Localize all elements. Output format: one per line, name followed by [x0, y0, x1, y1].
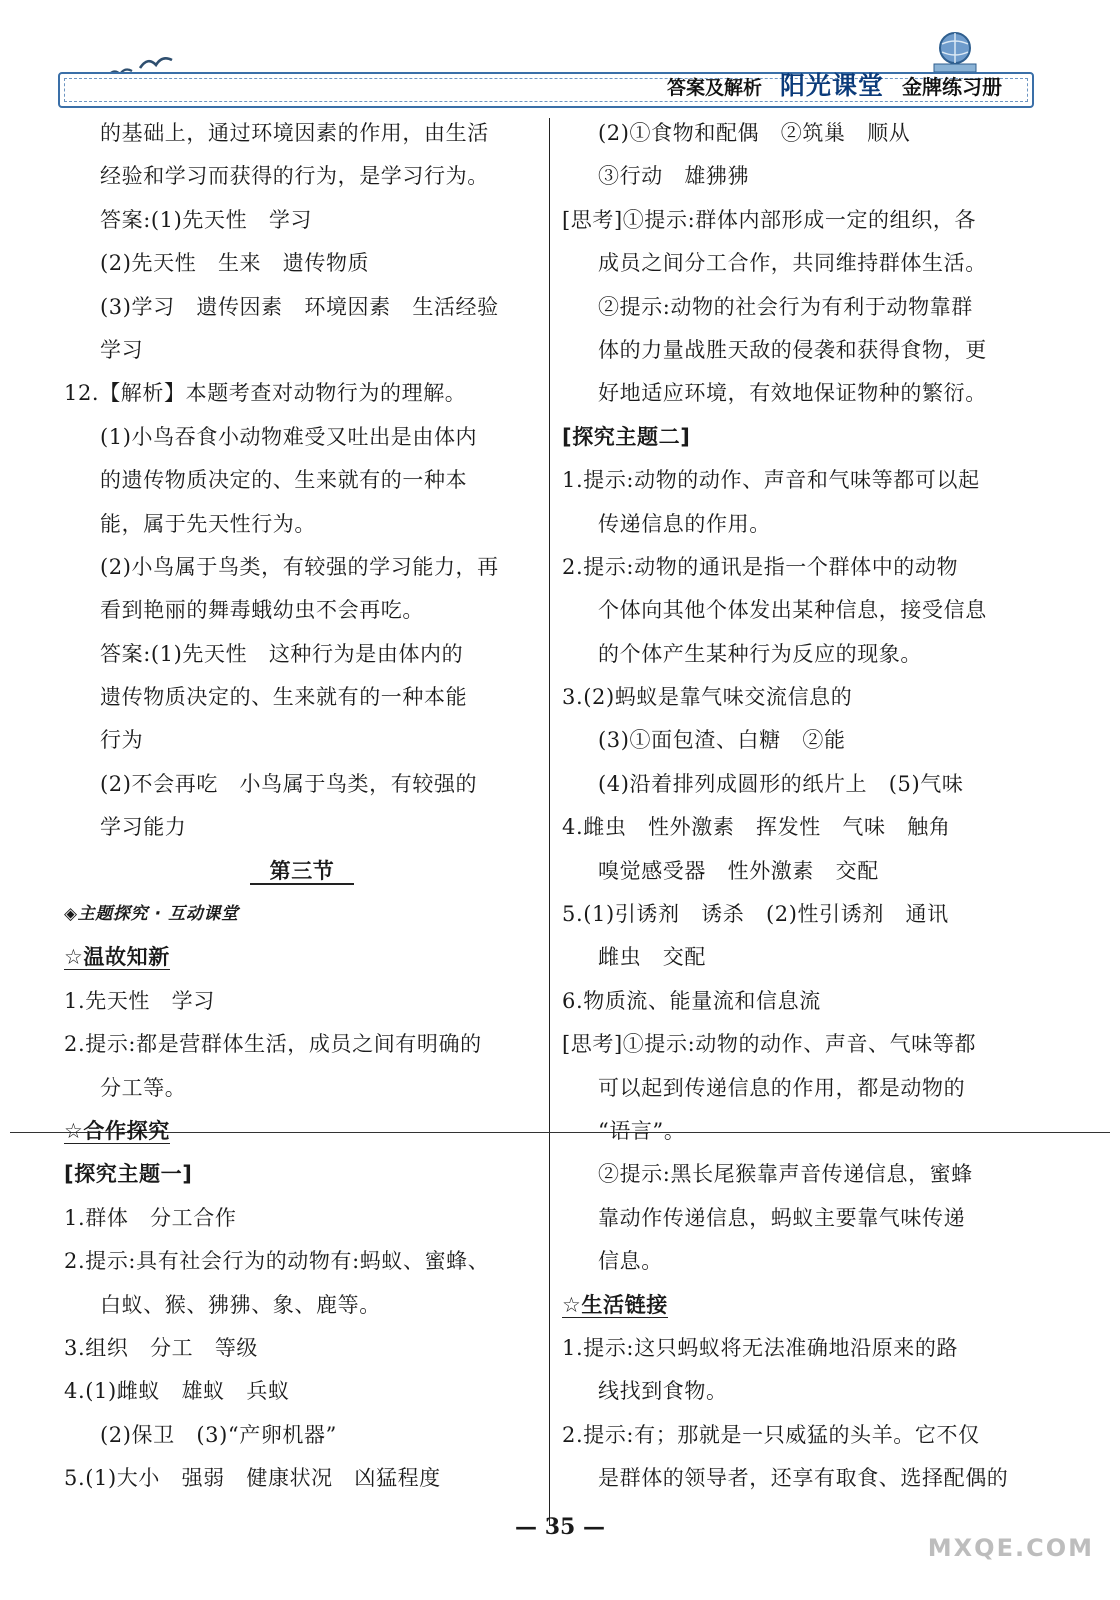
subsection-heading [64, 1110, 540, 1153]
subsection-heading [562, 1284, 1042, 1327]
text-line: 成员之间分工合作，共同维持群体生活。 [598, 251, 987, 276]
text-line: 是群体的领导者，还享有取食、选择配偶的 [598, 1466, 1009, 1491]
topic-heading: [探究主题一] [64, 1162, 193, 1187]
text-line: 个体向其他个体发出某种信息，接受信息 [598, 598, 987, 623]
text-line: 3.组织 分工 等级 [64, 1335, 259, 1360]
text-line: 答案:(1)先天性 这种行为是由体内的 [100, 641, 464, 666]
text-line: 2.提示:有；那就是一只威猛的头羊。它不仅 [562, 1422, 980, 1447]
text-line: 3.(2)蚂蚁是靠气味交流信息的 [562, 685, 853, 710]
subsection-heading-text: ☆合作探究 [64, 1118, 170, 1143]
text-line: ②提示:黑长尾猴靠声音传递信息，蜜蜂 [598, 1162, 973, 1187]
subsection-heading-text: ☆生活链接 [562, 1292, 668, 1317]
text-line: 分工等。 [100, 1075, 187, 1100]
text-line: 的个体产生某种行为反应的现象。 [598, 641, 922, 666]
text-line: [思考]①提示:群体内部形成一定的组织，各 [562, 207, 977, 232]
text-line: 1.提示:动物的动作、声音和气味等都可以起 [562, 468, 980, 493]
text-line: (4)沿着排列成圆形的纸片上 (5)气味 [598, 771, 964, 796]
text-line: 线找到食物。 [598, 1379, 728, 1404]
text-line: 5.(1)引诱剂 诱杀 (2)性引诱剂 通讯 [562, 902, 949, 927]
text-line: 行为 [100, 728, 144, 753]
text-line: 学习能力 [100, 815, 187, 840]
left-column [64, 112, 540, 1501]
text-line: ②提示:动物的社会行为有利于动物靠群 [598, 294, 973, 319]
text-line: 的基础上，通过环境因素的作用，由生活 [100, 121, 489, 145]
text-line: 雌虫 交配 [598, 945, 706, 970]
text-line: 2.提示:具有社会行为的动物有:蚂蚁、蜜蜂、 [64, 1249, 490, 1274]
text-line: (2)①食物和配偶 ②筑巢 顺从 [598, 121, 911, 145]
text-line: 学习 [100, 337, 144, 362]
subsection-heading-text: ☆温故知新 [64, 945, 170, 970]
text-line: 可以起到传递信息的作用，都是动物的 [598, 1075, 966, 1100]
text-line: 的遗传物质决定的、生来就有的一种本 [100, 468, 468, 493]
header-brand: 阳光课堂 [779, 71, 884, 100]
column-divider [549, 118, 550, 1526]
section-title [64, 850, 540, 893]
text-line: 嗅觉感受器 性外激素 交配 [598, 858, 879, 883]
header-title-group [667, 66, 1002, 102]
header-answers-label: 答案及解析 [666, 77, 762, 99]
topic-heading: [探究主题二] [562, 424, 691, 449]
text-line: (1)小鸟吞食小动物难受又吐出是由体内 [100, 424, 478, 449]
header-book-title: 金牌练习册 [902, 75, 1002, 99]
text-line: (2)保卫 (3)“产卵机器” [100, 1422, 337, 1447]
theme-band: ◈主题探究 · 互动课堂 [64, 904, 239, 925]
text-line: 5.(1)大小 强弱 健康状况 凶猛程度 [64, 1466, 441, 1491]
text-line: 好地适应环境，有效地保证物种的繁衍。 [598, 381, 987, 406]
text-line: (3)学习 遗传因素 环境因素 生活经验 [100, 294, 499, 319]
text-line: (2)小鸟属于鸟类，有较强的学习能力，再 [100, 554, 499, 579]
text-line: 体的力量战胜天敌的侵袭和获得食物，更 [598, 337, 987, 362]
text-line: 6.物质流、能量流和信息流 [562, 988, 821, 1013]
section-title-text: 第三节 [250, 859, 355, 885]
right-column [562, 112, 1042, 1501]
text-line: ③行动 雄狒狒 [598, 164, 750, 189]
text-line: 能，属于先天性行为。 [100, 511, 316, 536]
text-line: 2.提示:动物的通讯是指一个群体中的动物 [562, 554, 959, 579]
text-line: 1.群体 分工合作 [64, 1205, 237, 1230]
text-line: 4.(1)雌蚁 雄蚁 兵蚁 [64, 1379, 290, 1404]
text-line: “语言”。 [598, 1118, 686, 1143]
text-line: [思考]①提示:动物的动作、声音、气味等都 [562, 1032, 977, 1057]
text-line: 信息。 [598, 1249, 663, 1274]
text-line: 1.提示:这只蚂蚁将无法准确地沿原来的路 [562, 1335, 959, 1360]
text-line: 靠动作传递信息，蚂蚁主要靠气味传递 [598, 1205, 966, 1230]
page-number: — 35 — [515, 1514, 605, 1540]
subsection-heading [64, 936, 540, 979]
text-line: 12.【解析】本题考查对动物行为的理解。 [64, 381, 467, 406]
text-line: 白蚁、猴、狒狒、象、鹿等。 [100, 1292, 381, 1317]
text-line: 2.提示:都是营群体生活，成员之间有明确的 [64, 1032, 482, 1057]
text-line: 传递信息的作用。 [598, 511, 771, 536]
text-line: 遗传物质决定的、生来就有的一种本能 [100, 685, 468, 710]
text-line: (3)①面包渣、白糖 ②能 [598, 728, 846, 753]
text-line: 答案:(1)先天性 学习 [100, 207, 313, 232]
text-line: 看到艳丽的舞毒蛾幼虫不会再吃。 [100, 598, 424, 623]
watermark: MXQE.COM [927, 1534, 1094, 1562]
text-line: (2)先天性 生来 遗传物质 [100, 251, 370, 276]
text-line: 4.雌虫 性外激素 挥发性 气味 触角 [562, 815, 951, 840]
text-line: (2)不会再吃 小鸟属于鸟类，有较强的 [100, 771, 478, 796]
text-line: 1.先天性 学习 [64, 988, 215, 1013]
text-line: 经验和学习而获得的行为，是学习行为。 [100, 164, 489, 189]
